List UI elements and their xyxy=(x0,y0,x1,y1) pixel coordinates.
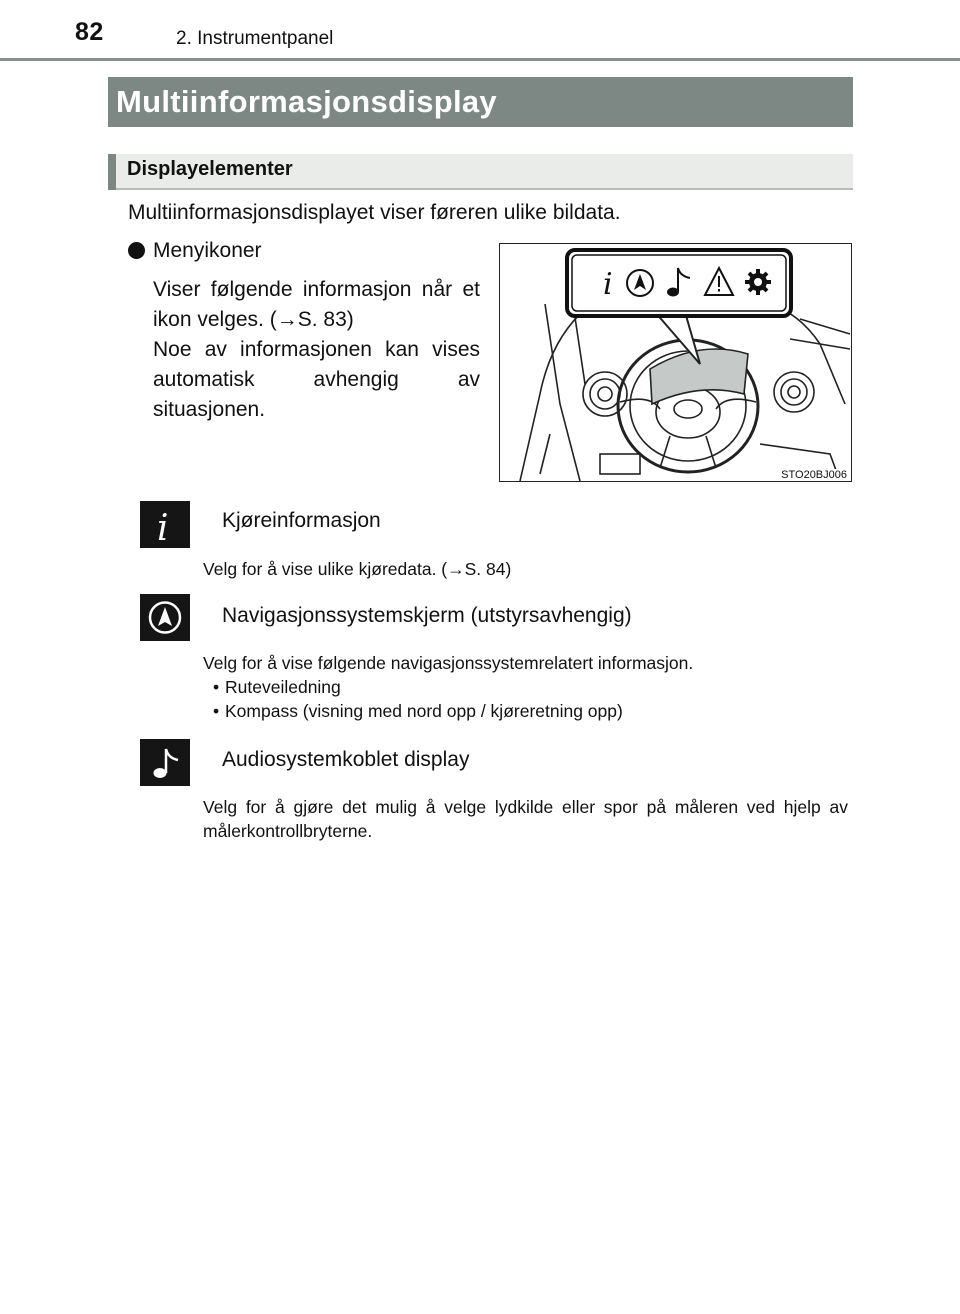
item-description: Velg for å vise følgende navigasjonssystemrelatert informasjon. xyxy=(203,653,694,673)
item-description-block xyxy=(203,651,843,723)
page-number: 82 xyxy=(75,18,104,46)
bullet-label: Menyikoner xyxy=(153,239,262,262)
item-description: Velg for å gjøre det mulig å velge lydkilde eller spor på måleren ved hjelp av målerkontrollbryterne. xyxy=(203,797,848,841)
bullet-desc-2: Noe av informasjonen kan vises automatisk avhengig av situasjonen. xyxy=(153,338,480,421)
section-heading: Displayelementer xyxy=(127,158,293,180)
item-description: Velg for å vise ulike kjøredata. (→S. 84) xyxy=(203,559,512,579)
svg-text:i: i xyxy=(157,508,169,548)
section-heading-bar xyxy=(108,154,853,190)
list-item: • Ruteveiledning xyxy=(213,675,843,699)
navigation-icon xyxy=(140,594,190,641)
bullet-dot xyxy=(128,242,145,259)
dashboard-drawing xyxy=(500,244,851,481)
navigation-icon-box xyxy=(140,594,190,641)
item-list xyxy=(213,675,843,723)
svg-text:i: i xyxy=(603,267,613,302)
info-icon xyxy=(603,267,613,302)
section-accent xyxy=(108,154,116,190)
page-title-bar xyxy=(108,77,853,127)
intro-text: Multiinformasjonsdisplayet viser føreren ulike bildata. xyxy=(128,201,621,224)
item-title: Navigasjonssystemskjerm (utstyrsavhengig) xyxy=(222,604,632,627)
dashboard-illustration xyxy=(499,243,852,482)
item-title: Audiosystemkoblet display xyxy=(222,748,470,771)
audio-icon-box xyxy=(140,739,190,786)
figure-code: STO20BJ006 xyxy=(781,469,847,481)
chapter-title: 2. Instrumentpanel xyxy=(176,28,334,49)
info-icon xyxy=(140,501,190,548)
info-icon-box xyxy=(140,501,190,548)
audio-icon xyxy=(140,739,190,786)
header-divider xyxy=(0,58,960,61)
item-title: Kjøreinformasjon xyxy=(222,509,381,532)
bullet-description xyxy=(153,275,480,425)
page-title: Multiinformasjonsdisplay xyxy=(116,84,497,119)
list-item: • Kompass (visning med nord opp / kjøreretning opp) xyxy=(213,699,843,723)
bullet-desc-1: Viser følgende informasjon når et ikon velges. (→S. 83) xyxy=(153,278,480,331)
